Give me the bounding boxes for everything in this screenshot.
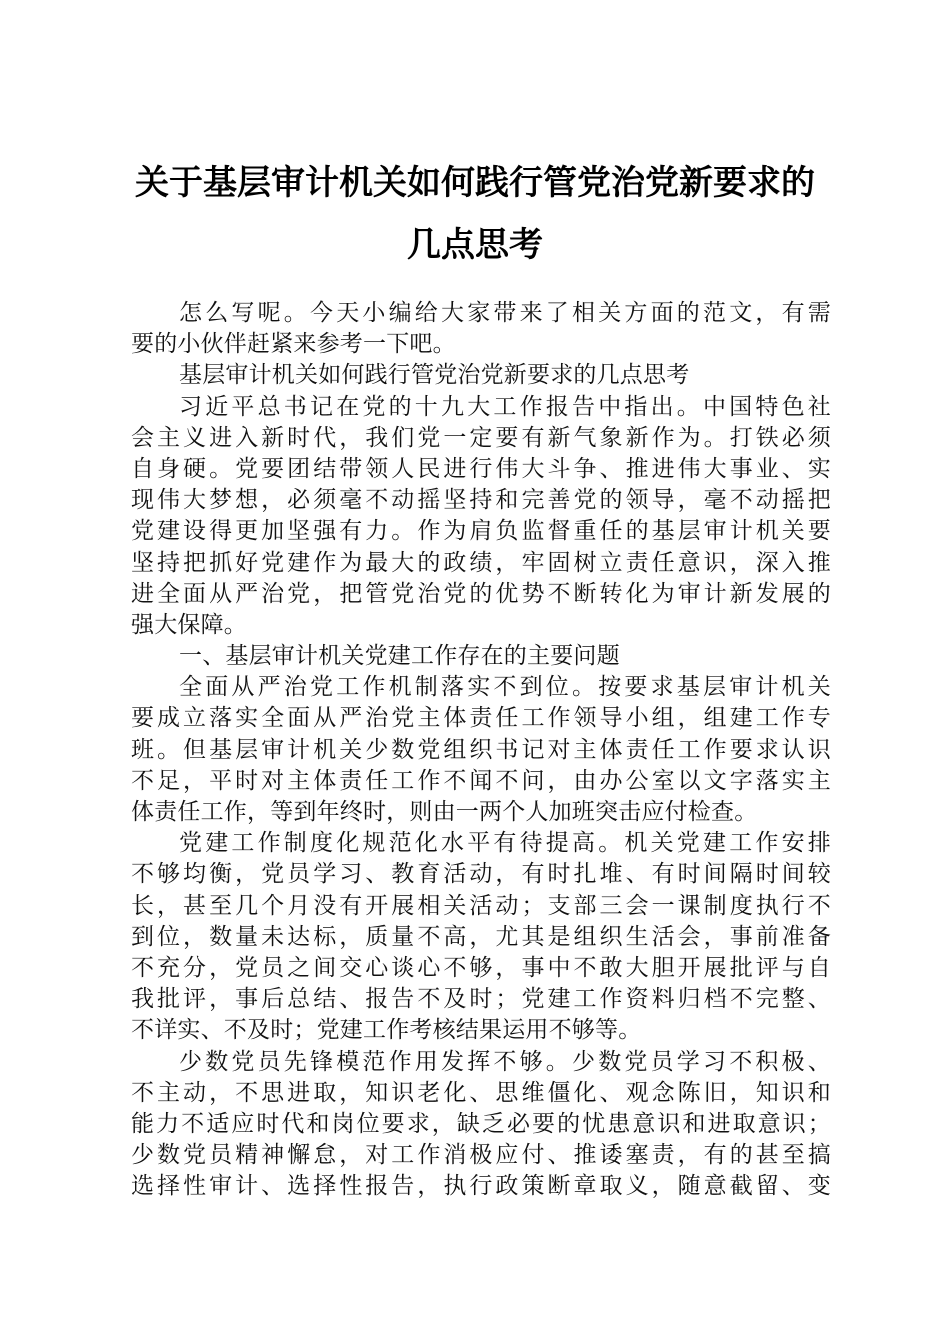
text-line: 党建工作制度化规范化水平有待提高。机关党建工作安排 [179, 830, 831, 857]
text-line: 选择性审计、选择性报告，执行政策断章取义，随意截留、变 [131, 1173, 831, 1200]
text-line: 不主动，不思进取，知识老化、思维僵化、观念陈旧，知识和 [131, 1079, 831, 1106]
text-line: 进全面从严治党，把管党治党的优势不断转化为审计新发展的 [131, 580, 831, 607]
text-line: 坚持把抓好党建作为最大的政绩，牢固树立责任意识，深入推 [131, 549, 831, 576]
text-line: 党建设得更加坚强有力。作为肩负监督重任的基层审计机关要 [131, 518, 831, 545]
text-line: 自身硬。党要团结带领人民进行伟大斗争、推进伟大事业、实 [131, 455, 831, 482]
text-line: 现伟大梦想，必须毫不动摇坚持和完善党的领导，毫不动摇把 [131, 487, 831, 514]
text-line: 强大保障。 [131, 611, 247, 638]
text-line: 到位，数量未达标，质量不高，尤其是组织生活会，事前准备 [131, 923, 831, 950]
text-line: 会主义进入新时代，我们党一定要有新气象新作为。打铁必须 [131, 424, 831, 451]
text-line: 体责任工作，等到年终时，则由一两个人加班突击应付检查。 [131, 799, 758, 825]
text-line: 少数党员先锋模范作用发挥不够。少数党员学习不积极、 [179, 1048, 831, 1075]
text-line: 要的小伙伴赶紧来参考一下吧。 [131, 331, 456, 358]
text-line: 长，甚至几个月没有开展相关活动；支部三会一课制度执行不 [131, 892, 831, 919]
text-line: 基层审计机关如何践行管党治党新要求的几点思考 [179, 362, 690, 389]
text-line: 不足，平时对主体责任工作不闻不问，由办公室以文字落实主 [131, 767, 831, 794]
text-line: 怎么写呢。今天小编给大家带来了相关方面的范文，有需 [179, 300, 831, 326]
text-line: 要成立落实全面从严治党主体责任工作领导小组，组建工作专 [131, 705, 831, 732]
document-title-line-2: 几点思考 [407, 225, 543, 265]
text-line: 全面从严治党工作机制落实不到位。按要求基层审计机关 [179, 674, 831, 701]
document-title-line-1: 关于基层审计机关如何践行管党治党新要求的 [135, 163, 815, 203]
text-line: 不够均衡，党员学习、教育活动，有时扎堆、有时间隔时间较 [131, 861, 831, 888]
text-line: 不详实、不及时；党建工作考核结果运用不够等。 [131, 1017, 642, 1044]
text-line: 我批评，事后总结、报告不及时；党建工作资料归档不完整、 [131, 986, 831, 1013]
text-line: 班。但基层审计机关少数党组织书记对主体责任工作要求认识 [131, 736, 831, 763]
document-body [131, 298, 831, 1202]
text-line: 一、基层审计机关党建工作存在的主要问题 [179, 643, 620, 670]
text-line: 不充分，党员之间交心谈心不够，事中不敢大胆开展批评与自 [131, 954, 831, 981]
text-line: 能力不适应时代和岗位要求，缺乏必要的忧患意识和进取意识； [131, 1110, 831, 1137]
text-line: 习近平总书记在党的十九大工作报告中指出。中国特色社 [179, 393, 831, 420]
text-line: 少数党员精神懈怠，对工作消极应付、推诿塞责，有的甚至搞 [131, 1142, 831, 1169]
